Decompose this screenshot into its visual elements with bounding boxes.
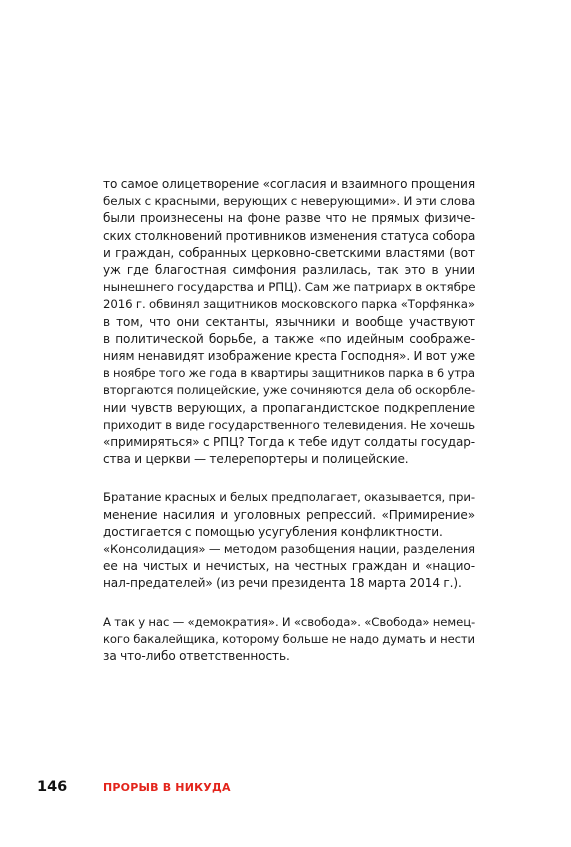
text-line: ских столкновений противников изменения статуса собора [103, 228, 476, 243]
text-line: кого бакалейщика, которому больше не надо думать и нести [103, 631, 475, 646]
text-line: уж где благостная симфония разлилась, так это в унии [103, 263, 475, 278]
text-line: вторгаются полицейские, уже сочиняются дела об оскорбле- [103, 383, 476, 398]
text-line: А так у нас — «демократия». И «свобода». «Свобода» немец- [103, 614, 476, 629]
text-line: в том, что они сектанты, язычники и вообще участвуют [103, 314, 475, 329]
text-line: нал-предателей» (из речи президента 18 марта 2014 г.). [103, 576, 462, 591]
text-line: приходит в виде государственного телевидения. Не хочешь [103, 417, 475, 432]
text-line: ниям ненавидят изображение креста Господня». И вот уже [103, 349, 475, 364]
text-line: за что-либо ответственность. [103, 649, 290, 664]
page-footer [37, 779, 231, 795]
running-title: ПРОРЫВ В НИКУДА [103, 781, 231, 794]
text-line: «Консолидация» — методом разобщения нации, разделения [103, 542, 475, 557]
text-line: 2016 г. обвинял защитников московского парка «Торфянка» [103, 297, 475, 312]
body-text [103, 176, 475, 686]
paragraph-2 [103, 489, 475, 592]
paragraph-1 [103, 176, 475, 468]
text-line: нии чувств верующих, а пропагандистское подкрепление [103, 400, 475, 415]
text-line: «примиряться» с РПЦ? Тогда к тебе идут солдаты государ- [103, 435, 475, 450]
text-line: были произнесены на фоне разве что не прямых физиче- [103, 211, 475, 226]
text-line: Братание красных и белых предполагает, оказывается, при- [103, 490, 476, 505]
text-line: и граждан, собранных церковно-светскими властями (вот [103, 245, 475, 260]
text-line: достигается с помощью усугубления конфликтности. [103, 524, 443, 539]
text-line: то самое олицетворение «согласия и взаимного прощения [103, 177, 475, 191]
text-line: ства и церкви — телерепортеры и полицейские. [103, 452, 409, 467]
page-number: 146 [37, 779, 68, 795]
text-line: нынешнего государства и РПЦ). Сам же патриарх в октябре [103, 280, 476, 295]
text-line: ее на чистых и нечистых, на честных граждан и «нацио- [103, 559, 475, 574]
text-line: белых с красными, верующих с неверующими». И эти слова [103, 194, 476, 209]
text-line: в ноябре того же года в квартиры защитников парка в 6 утра [103, 366, 475, 381]
text-line: менение насилия и уголовных репрессий. «Примирение» [103, 507, 475, 522]
paragraph-3 [103, 614, 475, 666]
text-line: в политической борьбе, а также «по идейным соображе- [103, 331, 475, 346]
